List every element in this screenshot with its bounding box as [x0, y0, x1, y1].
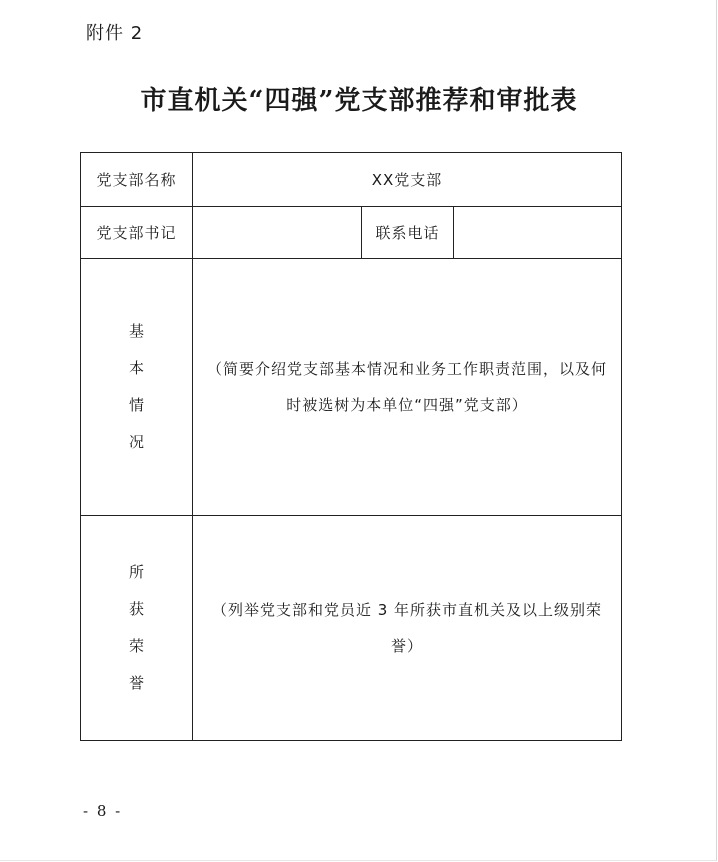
basic-info-label: 基本情况 [128, 322, 144, 451]
phone-label: 联系电话 [362, 207, 454, 259]
honors-instruction: （列举党支部和党员近 3 年所获市直机关及以上级别荣誉） [211, 601, 603, 655]
secretary-label: 党支部书记 [81, 207, 193, 259]
branch-name-row [81, 153, 622, 207]
basic-info-instruction: （简要介绍党支部基本情况和业务工作职责范围，以及何时被选树为本单位“四强”党支部） [207, 360, 608, 414]
secretary-row [81, 207, 622, 259]
basic-info-content[interactable] [193, 259, 622, 516]
basic-info-label-cell [81, 259, 193, 516]
phone-value[interactable] [454, 207, 622, 259]
attachment-label: 附件 2 [86, 23, 144, 44]
basic-info-row [81, 259, 622, 516]
honors-label-cell [81, 516, 193, 741]
honors-row [81, 516, 622, 741]
honors-label: 所获荣誉 [128, 563, 144, 692]
branch-name-label: 党支部名称 [81, 153, 193, 207]
document-title: 市直机关“四强”党支部推荐和审批表 [140, 86, 578, 116]
honors-content[interactable] [193, 516, 622, 741]
approval-form-table [80, 152, 622, 741]
page-number: - 8 - [83, 802, 123, 820]
secretary-value[interactable] [193, 207, 362, 259]
branch-name-value[interactable]: XX党支部 [193, 153, 622, 207]
